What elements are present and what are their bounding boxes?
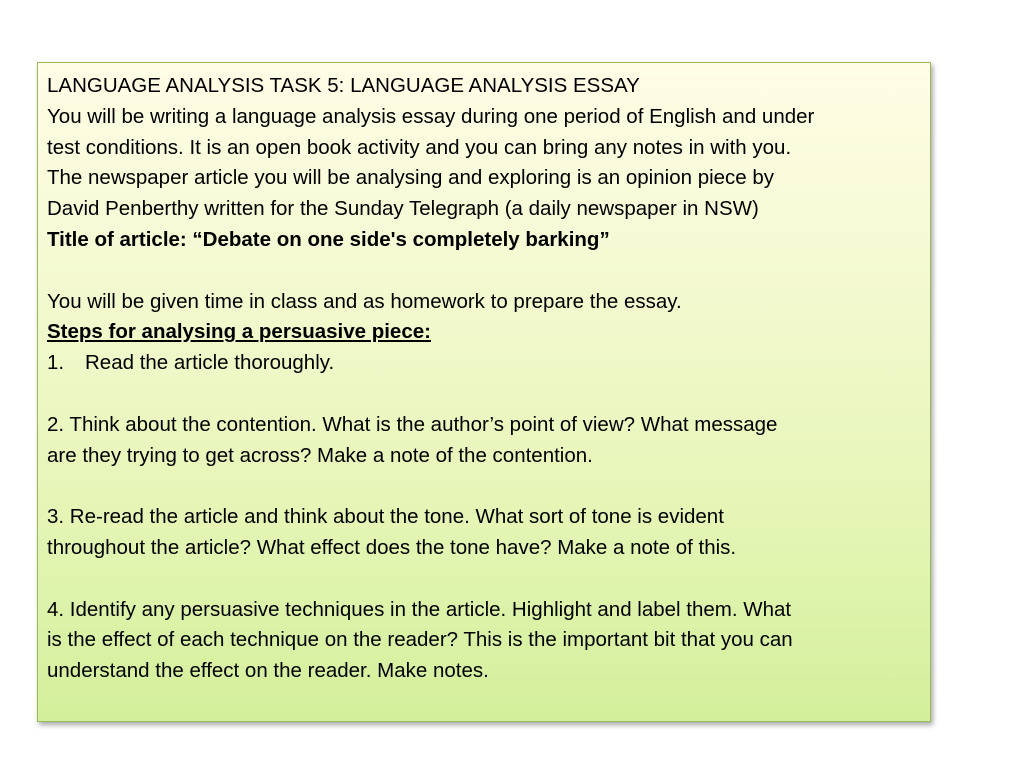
spacer [47,379,920,410]
spacer [47,471,920,502]
step-1-text: Read the article thoroughly. [85,351,335,375]
step-1 [47,348,920,379]
step-2-line: are they trying to get across? Make a note of the contention. [47,443,593,467]
task-heading: LANGUAGE ANALYSIS TASK 5: LANGUAGE ANALYSIS ESSAY [47,74,640,97]
step-4-line: 4. Identify any persuasive techniques in the article. Highlight and label them. What [47,597,792,621]
intro-line: test conditions. It is an open book activity and you can bring any notes in with you. [47,135,792,159]
step-4-line: is the effect of each technique on the reader? This is the important bit that you can [47,628,793,652]
spacer [47,256,920,287]
intro-line: The newspaper article you will be analysing and exploring is an opinion piece by [47,166,775,190]
task-text-box [37,62,931,722]
step-3-line: throughout the article? What effect does the tone have? Make a note of this. [47,535,737,559]
spacer [47,564,920,595]
intro-line: You will be writing a language analysis essay during one period of English and under [47,104,815,128]
step-3-line: 3. Re-read the article and think about the tone. What sort of tone is evident [47,505,724,529]
step-1-number: 1. [47,351,65,375]
homework-note: You will be given time in class and as homework to prepare the essay. [47,289,682,313]
step-2-line: 2. Think about the contention. What is the author’s point of view? What message [47,412,778,436]
step-4-line: understand the effect on the reader. Make notes. [47,659,489,683]
intro-line: David Penberthy written for the Sunday Telegraph (a daily newspaper in NSW) [47,197,759,221]
article-title: Title of article: “Debate on one side's completely barking” [47,227,610,251]
steps-heading: Steps for analysing a persuasive piece: [47,320,431,344]
